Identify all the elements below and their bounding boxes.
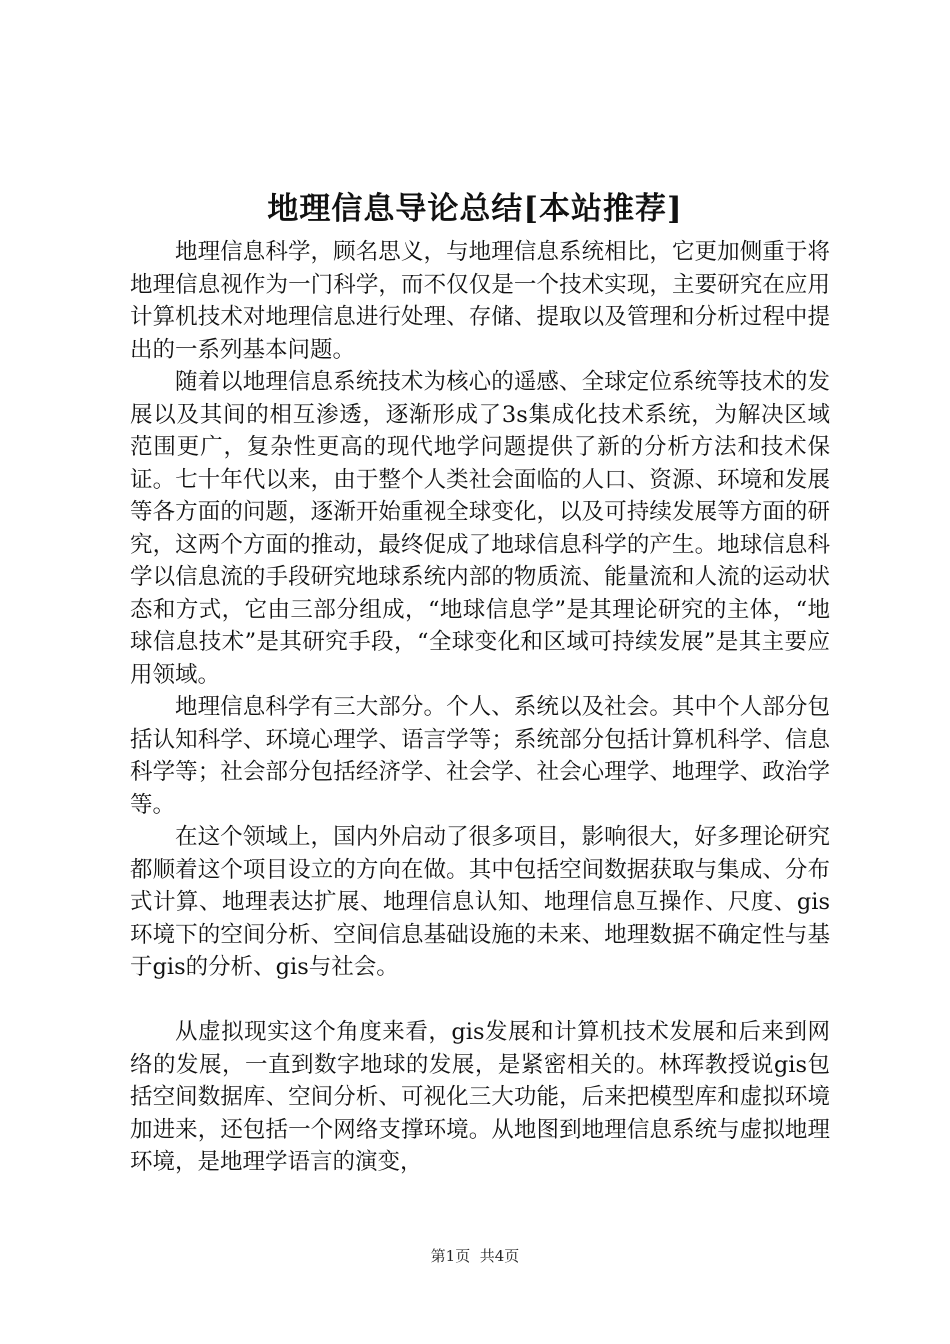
page-footer xyxy=(0,1246,950,1266)
paragraph-3: 地理信息科学有三大部分。个人、系统以及社会。其中个人部分包括认知科学、环境心理学、语言学等；系统部分包括计算机科学、信息科学等；社会部分包括经济学、社会学、社会心理学、地理学、政治学等。 xyxy=(130,694,830,818)
paragraph-1: 地理信息科学，顾名思义，与地理信息系统相比，它更加侧重于将地理信息视作为一门科学，而不仅仅是一个技术实现，主要研究在应用计算机技术对地理信息进行处理、存储、提取以及管理和分析过程中提出的一系列基本问题。 xyxy=(130,239,830,363)
paragraph-4: 在这个领域上，国内外启动了很多项目，影响很大，好多理论研究都顺着这个项目设立的方向在做。其中包括空间数据获取与集成、分布式计算、地理表达扩展、地理信息认知、地理信息互操作、尺度、gis环境下的空间分析、空间信息基础设施的未来、地理数据不确定性与基于gis的分析、gis与社会。 xyxy=(130,824,830,980)
page-total: 共4页 xyxy=(479,1247,520,1265)
document-title: 地理信息导论总结[本站推荐] xyxy=(267,191,683,227)
page-number: 第1页 xyxy=(430,1247,471,1265)
paragraph-2: 随着以地理信息系统技术为核心的遥感、全球定位系统等技术的发展以及其间的相互渗透，逐渐形成了3s集成化技术系统，为解决区域范围更广，复杂性更高的现代地学问题提供了新的分析方法和技术保证。七十年代以来，由于整个人类社会面临的人口、资源、环境和发展等各方面的问题，逐渐开始重视全球变化，以及可持续发展等方面的研究，这两个方面的推动，最终促成了地球信息科学的产生。地球信息科学以信息流的手段研究地球系统内部的物质流、能量流和人流的运动状态和方式，它由三部分组成，“地球信息学”是其理论研究的主体，“地球信息技术”是其研究手段，“全球变化和区域可持续发展”是其主要应用领域。 xyxy=(130,369,830,688)
document-body xyxy=(130,236,830,1179)
paragraph-5: 从虚拟现实这个角度来看，gis发展和计算机技术发展和后来到网络的发展，一直到数字地球的发展，是紧密相关的。林珲教授说gis包括空间数据库、空间分析、可视化三大功能，后来把模型库和虚拟环境加进来，还包括一个网络支撑环境。从地图到地理信息系统与虚拟地理环境，是地理学语言的演变， xyxy=(130,1019,830,1175)
